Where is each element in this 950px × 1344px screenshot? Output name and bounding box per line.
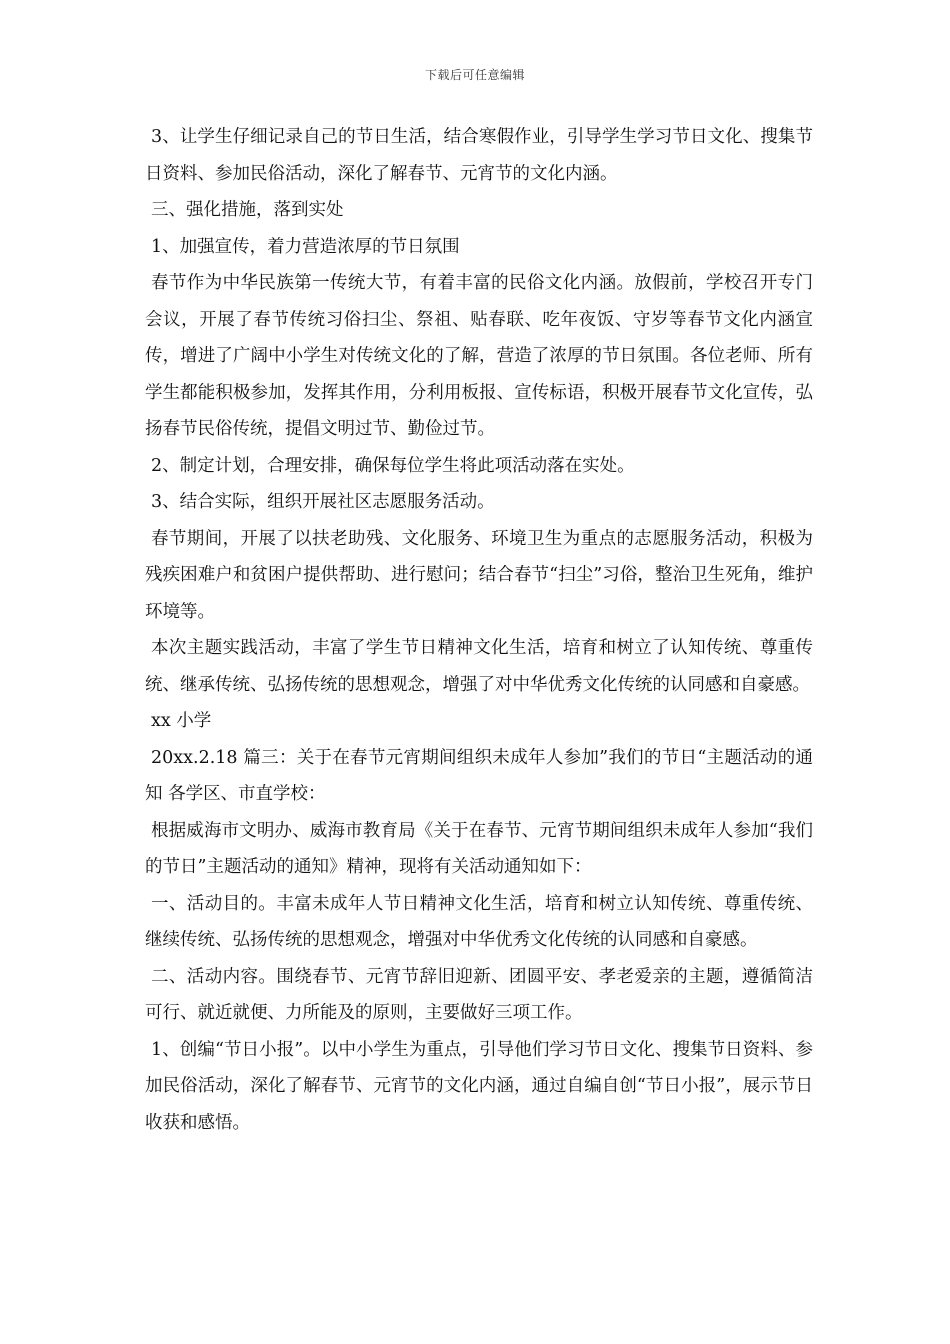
paragraph-summary: 本次主题实践活动，丰富了学生节日精神文化生活，培育和树立了认知传统、尊重传统、继承传统、弘扬传统的思想观念，增强了对中华优秀文化传统的认同感和自豪感。 bbox=[145, 638, 813, 695]
page-header-note: 下载后可任意编辑 bbox=[424, 68, 525, 82]
signature-school: xx 小学 bbox=[151, 711, 212, 731]
paragraph-item-3-collect: 3、让学生仔细记录自己的节日生活，结合寒假作业，引导学生学习节日文化、搜集节日资料、参加民俗活动，深化了解春节、元宵节的文化内涵。 bbox=[145, 127, 813, 184]
paragraph-plan: 2、制定计划，合理安排，确保每位学生将此项活动落在实处。 bbox=[151, 455, 635, 476]
paragraph-volunteer-detail: 春节期间，开展了以扶老助残、文化服务、环境卫生为重点的志愿服务活动，积极为残疾困难户和贫困户提供帮助、进行慰问；结合春节“扫尘”习俗，整治卫生死角，维护环境等。 bbox=[145, 528, 813, 622]
paragraph-notice-basis: 根据威海市文明办、威海市教育局《关于在春节、元宵节期间组织未成年人参加“我们的节日”主题活动的通知》精神，现将有关活动通知如下： bbox=[145, 820, 813, 877]
section-heading-measures: 三、强化措施，落到实处 bbox=[151, 200, 344, 220]
paragraph-content: 二、活动内容。围绕春节、元宵节辞旧迎新、团圆平安、孝老爱亲的主题，遵循简洁可行、就近就便、力所能及的原则，主要做好三项工作。 bbox=[145, 966, 813, 1023]
paragraph-spring-festival: 春节作为中华民族第一传统大节，有着丰富的民俗文化内涵。放假前，学校召开专门会议，开展了春节传统习俗扫尘、祭祖、贴春联、吃年夜饭、守岁等春节文化内涵宣传，增进了广阔中小学生对传统文化的了解，营造了浓厚的节日氛围。各位老师、所有学生都能积极参加，发挥其作用，分利用板报、宣传标语，积极开展春节文化宣传，弘扬春节民俗传统，提倡文明过节、勤俭过节。 bbox=[145, 273, 813, 439]
paragraph-notice-title: 20xx.2.18 篇三：关于在春节元宵期间组织未成年人参加”我们的节日“主题活动的通知 各学区、市直学校： bbox=[145, 747, 813, 804]
document-body bbox=[145, 119, 813, 1141]
paragraph-holiday-newspaper: 1、创编“节日小报”。以中小学生为重点，引导他们学习节日文化、搜集节日资料、参加民俗活动，深化了解春节、元宵节的文化内涵，通过自编自创“节日小报”，展示节日收获和感悟。 bbox=[145, 1039, 813, 1133]
subheading-publicity: 1、加强宣传，着力营造浓厚的节日氛围 bbox=[151, 236, 460, 257]
paragraph-volunteer: 3、结合实际，组织开展社区志愿服务活动。 bbox=[151, 492, 495, 512]
paragraph-purpose: 一、活动目的。丰富未成年人节日精神文化生活，培育和树立认知传统、尊重传统、继续传统、弘扬传统的思想观念，增强对中华优秀文化传统的认同感和自豪感。 bbox=[145, 893, 813, 950]
